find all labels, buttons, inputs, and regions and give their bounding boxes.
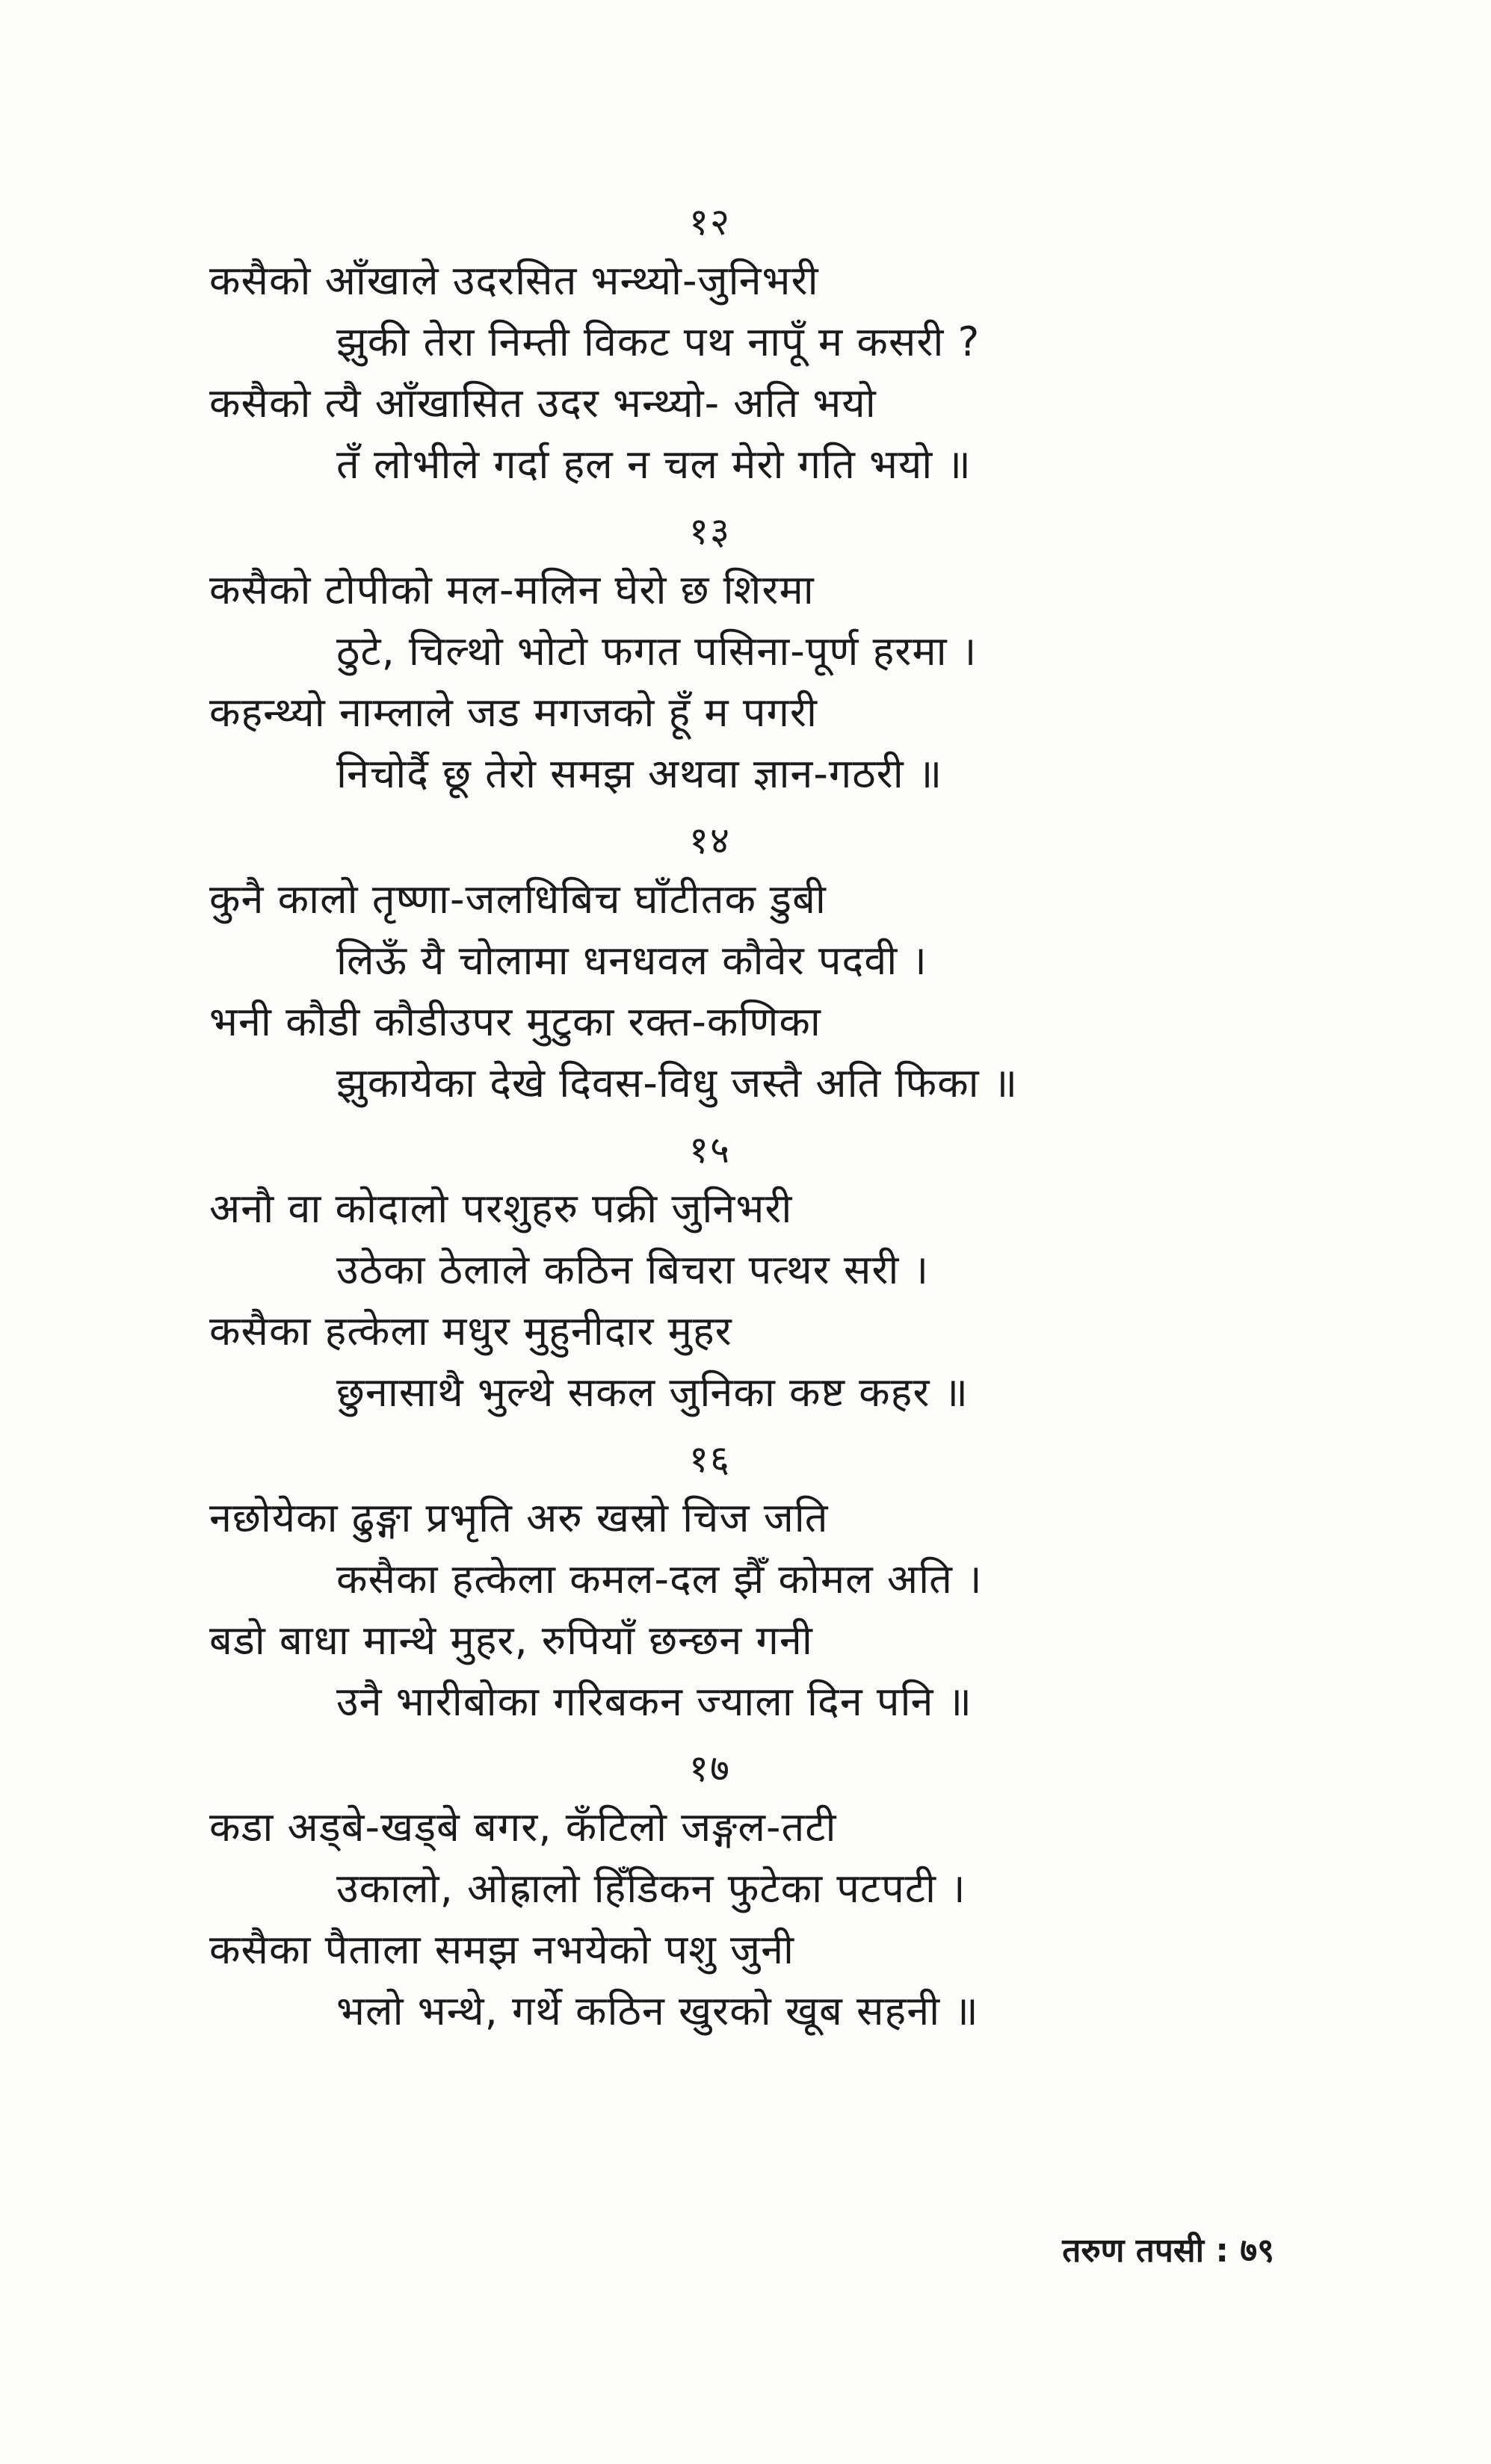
verse-line: कसैका पैताला समझ नभयेको पशु जुनी [209,1926,795,1973]
verse-line: भलो भन्थे, गर्थे कठिन खुरको खूब सहनी ॥ [336,1987,979,2034]
verse-line: झुकी तेरा निम्ती विकट पथ नापूँ म कसरी ? [336,318,981,365]
poem-body [209,198,1181,2046]
verse-line: ठुटे, चिल्थो भोटो फगत पसिना-पूर्ण हरमा । [336,628,978,675]
stanza-number: १५ [689,1128,731,1171]
verse-line: अनौ वा कोदालो परशुहरु पक्री जुनिभरी [209,1185,793,1232]
stanza-16 [209,1435,1181,1728]
verse-line: कडा अड्बे-खड्बे बगर, कँटिलो जङ्गल-तटी [209,1804,837,1851]
verse-line: तँ लोभीले गर्दा हल न चल मेरो गति भयो ॥ [336,441,972,488]
stanza-15 [209,1126,1181,1419]
verse-line: निचोर्दै छू तेरो समझ अथवा ज्ञान-गठरी ॥ [336,750,943,797]
verse-line: कुनै कालो तृष्णा-जलधिबिच घाँटीतक डुबी [209,876,827,923]
stanza-14 [209,817,1181,1109]
verse-line: उठेका ठेलाले कठिन बिचरा पत्थर सरी । [336,1246,930,1293]
verse-line: कहन्थ्यो नाम्लाले जड मगजको हूँ म पगरी [209,689,818,736]
stanza-number: १७ [689,1747,731,1790]
verse-line: कसैको त्यै आँखासित उदर भन्थ्यो- अति भयो [209,380,877,427]
verse-line: कसैका हत्केला कमल-दल झैँ कोमल अति । [336,1556,983,1603]
verse-line: नछोयेका ढुङ्गा प्रभृति अरु खस्रो चिज जति [209,1494,829,1541]
verse-line: कसैको आँखाले उदरसित भन्थ्यो-जुनिभरी [209,257,819,304]
page-footer: तरुण तपसी : ७९ [1062,2232,1274,2270]
verse-line: कसैको टोपीको मल-मलिन घेरो छ शिरमा [209,566,815,613]
stanza-number: १२ [689,200,731,244]
verse-line: उनै भारीबोका गरिबकन ज्याला दिन पनि ॥ [336,1678,972,1725]
stanza-number: १३ [689,510,731,553]
stanza-12 [209,198,1181,491]
verse-line: छुनासाथै भुल्थे सकल जुनिका कष्ट कहर ॥ [336,1369,969,1416]
verse-line: बडो बाधा मान्थे मुहर, रुपियाँ छन्छन गनी [209,1617,813,1664]
verse-line: झुकायेका देखे दिवस-विधु जस्तै अति फिका ॥ [336,1059,1019,1106]
verse-line: लिऊँ यै चोलामा धनधवल कौवेर पदवी । [336,937,927,984]
stanza-number: १४ [689,819,731,862]
verse-line: भनी कौडी कौडीउपर मुटुका रक्त-कणिका [209,998,821,1045]
verse-line: उकालो, ओह्रालो हिँडिकन फुटेका पटपटी । [336,1865,966,1912]
stanza-number: १६ [689,1437,731,1481]
stanza-13 [209,507,1181,800]
verse-line: कसैका हत्केला मधुर मुहुनीदार मुहर [209,1307,732,1355]
stanza-17 [209,1745,1181,2037]
